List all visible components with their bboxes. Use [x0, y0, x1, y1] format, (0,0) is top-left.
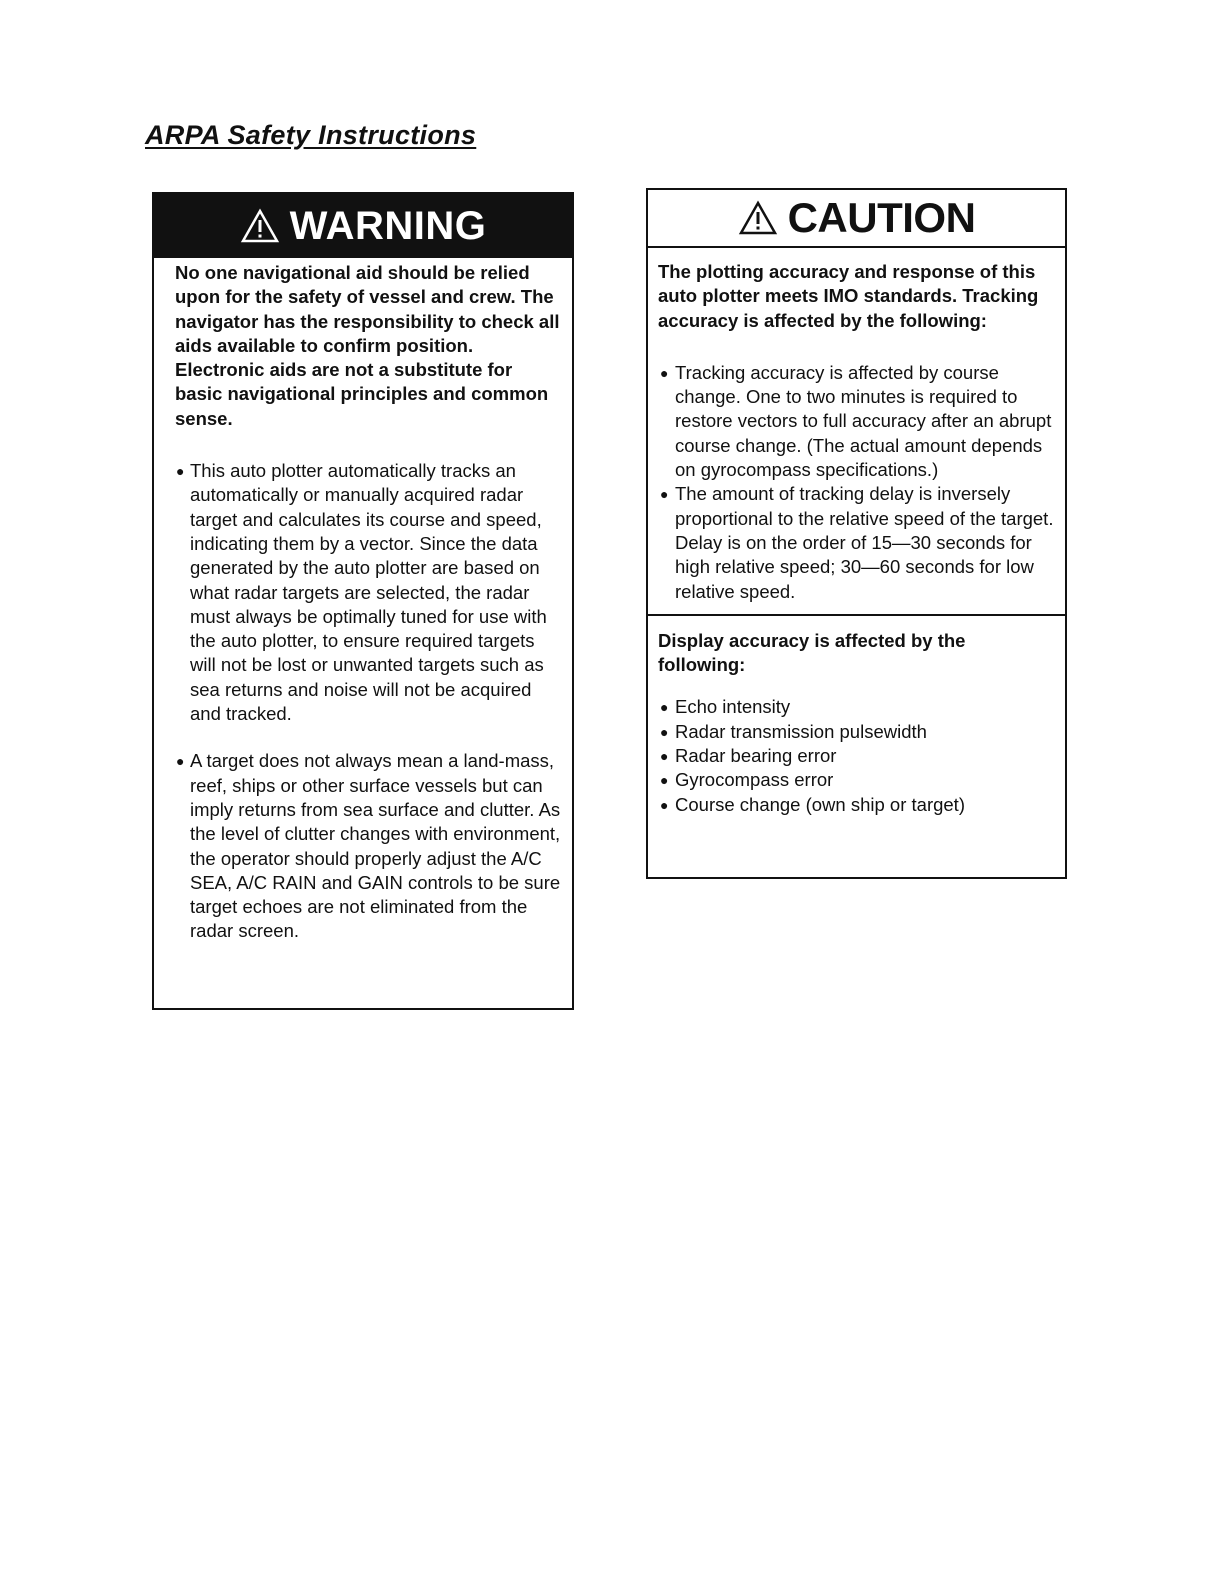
bullet-icon: ● [660, 364, 669, 381]
list-item [658, 361, 1057, 482]
display-bullet-list [648, 677, 1065, 816]
caution-heading: CAUTION [787, 194, 976, 241]
page-title: ARPA Safety Instructions [145, 120, 477, 150]
bullet-text: This auto plotter automatically tracks an automatically or manually acquired radar target and calculates its course and speed, indicating them by a vector. Since the data generated by the auto plotter are based on what radar targets are selected, the radar must always be optimally tuned for use with the auto plotter, to ensure required targets will not be lost or unwanted targets such as sea returns and noise will not be acquired and tracked. [190, 460, 547, 725]
list-item [658, 744, 1055, 768]
bullet-icon: ● [660, 486, 669, 503]
bullet-text: Radar bearing error [675, 745, 837, 767]
caution-box [646, 188, 1067, 879]
bullet-text: Course change (own ship or target) [675, 793, 965, 815]
warning-bullet-list [154, 431, 572, 944]
warning-triangle-icon [738, 200, 778, 236]
list-item [658, 793, 1055, 817]
warning-header [154, 194, 572, 258]
bullet-text: The amount of tracking delay is inversely proportional to the relative speed of the target. Delay is on the order of 15—30 seconds for high relative speed; 30—60 seconds for low relative speed. [675, 483, 1054, 602]
caution-header [648, 190, 1065, 248]
bullet-icon: ● [176, 463, 185, 480]
bullet-icon: ● [660, 796, 669, 813]
warning-heading: WARNING [289, 203, 487, 248]
warning-triangle-icon [240, 208, 280, 244]
list-item [174, 459, 564, 726]
bullet-text: Tracking accuracy is affected by course change. One to two minutes is required to restore vectors to full accuracy after an abrupt course change. (The actual amount depends on gyrocompass specifications.) [675, 361, 1052, 481]
list-item [658, 768, 1055, 792]
bullet-icon: ● [176, 753, 185, 770]
list-item [658, 720, 1055, 744]
bullet-text: Gyrocompass error [675, 769, 834, 791]
list-item [658, 482, 1057, 603]
bullet-text: Echo intensity [675, 696, 791, 718]
bullet-icon: ● [660, 699, 669, 716]
bullet-icon: ● [660, 748, 669, 765]
bullet-text: Radar transmission pulsewidth [675, 720, 927, 742]
list-item [174, 749, 564, 943]
caution-intro: The plotting accuracy and response of this auto plotter meets IMO standards. Tracking accuracy is affected by the following: [658, 261, 1039, 331]
tracking-bullet-list [648, 333, 1065, 604]
warning-intro: No one navigational aid should be relied upon for the safety of vessel and crew. The navigator has the responsibility to check all aids available to confirm position. Electronic aids are not a substitute for basic navigational principles and common sense. [175, 262, 560, 429]
bullet-icon: ● [660, 723, 669, 740]
display-intro: Display accuracy is affected by the following: [658, 629, 966, 676]
bullet-icon: ● [660, 772, 669, 789]
bullet-text: A target does not always mean a land-mass, reef, ships or other surface vessels but can imply returns from sea surface and clutter. As the level of clutter changes with environment, the operator should properly adjust the A/C SEA, A/C RAIN and GAIN controls to be sure target echoes are not eliminated from the radar screen. [190, 750, 561, 942]
list-item [658, 695, 1055, 719]
warning-box [152, 192, 574, 1010]
